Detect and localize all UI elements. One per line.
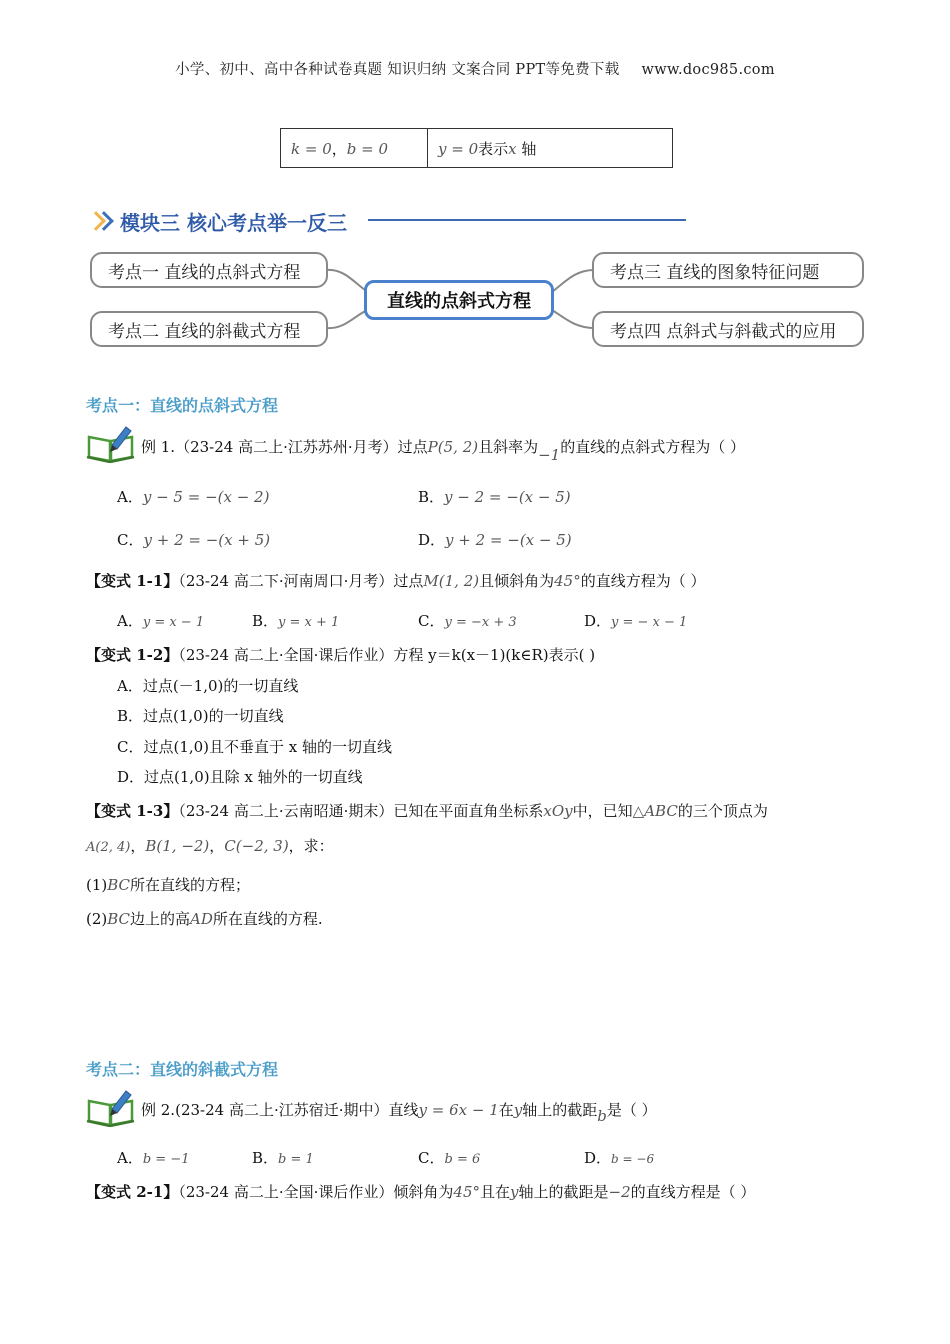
v12-option-a: A．过点(－1,0)的一切直线 <box>117 677 299 695</box>
variant-1-1-question: 【变式 1-1】（23-24 高二下·河南周口·月考）过点M(1, 2)且倾斜角为45°的直线方程为（ ） <box>86 572 706 590</box>
v11-option-c: C．y = −x + 3 <box>418 612 517 630</box>
section-title-2: 考点二：直线的斜截式方程 <box>86 1060 279 1079</box>
mindmap-node-left2: 考点二 直线的斜截式方程 <box>90 311 328 347</box>
ex1-option-c: C．y + 2 = −(x + 5) <box>117 531 271 549</box>
variant-1-3-part-1: (1)BC所在直线的方程； <box>86 876 251 894</box>
v12-option-b: B．过点(1,0)的一切直线 <box>117 707 284 725</box>
v11-option-b: B．y = x + 1 <box>252 612 340 630</box>
variant-1-3-question: 【变式 1-3】（23-24 高二上·云南昭通·期末）已知在平面直角坐标系xOy中，已知△ABC的三个顶点为 <box>86 802 768 820</box>
v11-option-a: A．y = x − 1 <box>117 612 205 630</box>
example-1-question: 例 1.（23-24 高二上·江苏苏州·月考）过点P(5, 2)且斜率为−1的直线的点斜式方程为（ ） <box>141 438 746 464</box>
ex2-option-a: A．b = −1 <box>117 1149 190 1167</box>
variant-1-3-vertices: A(2, 4)，B(1, −2)，C(−2, 3)，求： <box>86 837 334 855</box>
ex2-option-d: D．b = −6 <box>584 1149 655 1167</box>
v11-option-d: D．y = − x − 1 <box>584 612 688 630</box>
example-2-question: 例 2.(23-24 高二上·江苏宿迁·期中）直线y = 6x − 1在y轴上的截距b是（ ） <box>141 1101 657 1125</box>
ex1-option-d: D．y + 2 = −(x − 5) <box>418 531 572 549</box>
header-text: 小学、初中、高中各种试卷真题 知识归纳 文案合同 PPT等免费下载 <box>175 62 620 78</box>
module-title: 模块三 核心考点举一反三 <box>120 210 347 235</box>
table-cell-condition: k = 0，b = 0 <box>281 129 428 168</box>
ex1-option-b: B．y − 2 = −(x − 5) <box>418 488 571 506</box>
book-pencil-icon <box>86 423 136 463</box>
mindmap-node-left1: 考点一 直线的点斜式方程 <box>90 252 328 288</box>
variant-2-1-question: 【变式 2-1】（23-24 高二上·全国·课后作业）倾斜角为45°且在y轴上的截距是−2的直线方程是（ ） <box>86 1183 756 1201</box>
mindmap-center: 直线的点斜式方程 <box>364 280 554 320</box>
mindmap-node-right2: 考点四 点斜式与斜截式的应用 <box>592 311 864 347</box>
header-site: www.doc985.com <box>641 62 775 78</box>
v12-option-c: C．过点(1,0)且不垂直于 x 轴的一切直线 <box>117 738 393 756</box>
ex2-option-c: C．b = 6 <box>418 1149 481 1167</box>
variant-1-2-question: 【变式 1-2】（23-24 高二上·全国·课后作业）方程 y＝k(x－1)(k∈R)表示( ) <box>86 646 596 664</box>
book-pencil-icon <box>86 1087 136 1127</box>
v12-option-d: D．过点(1,0)且除 x 轴外的一切直线 <box>117 768 363 786</box>
section-title-1: 考点一：直线的点斜式方程 <box>86 396 279 415</box>
ex1-option-a: A．y − 5 = −(x − 2) <box>117 488 270 506</box>
variant-1-3-part-2: (2)BC边上的高AD所在直线的方程. <box>86 910 323 928</box>
ex2-option-b: B．b = 1 <box>252 1149 314 1167</box>
table-cell-meaning: y = 0表示x 轴 <box>428 129 673 168</box>
mindmap-node-right1: 考点三 直线的图象特征问题 <box>592 252 864 288</box>
